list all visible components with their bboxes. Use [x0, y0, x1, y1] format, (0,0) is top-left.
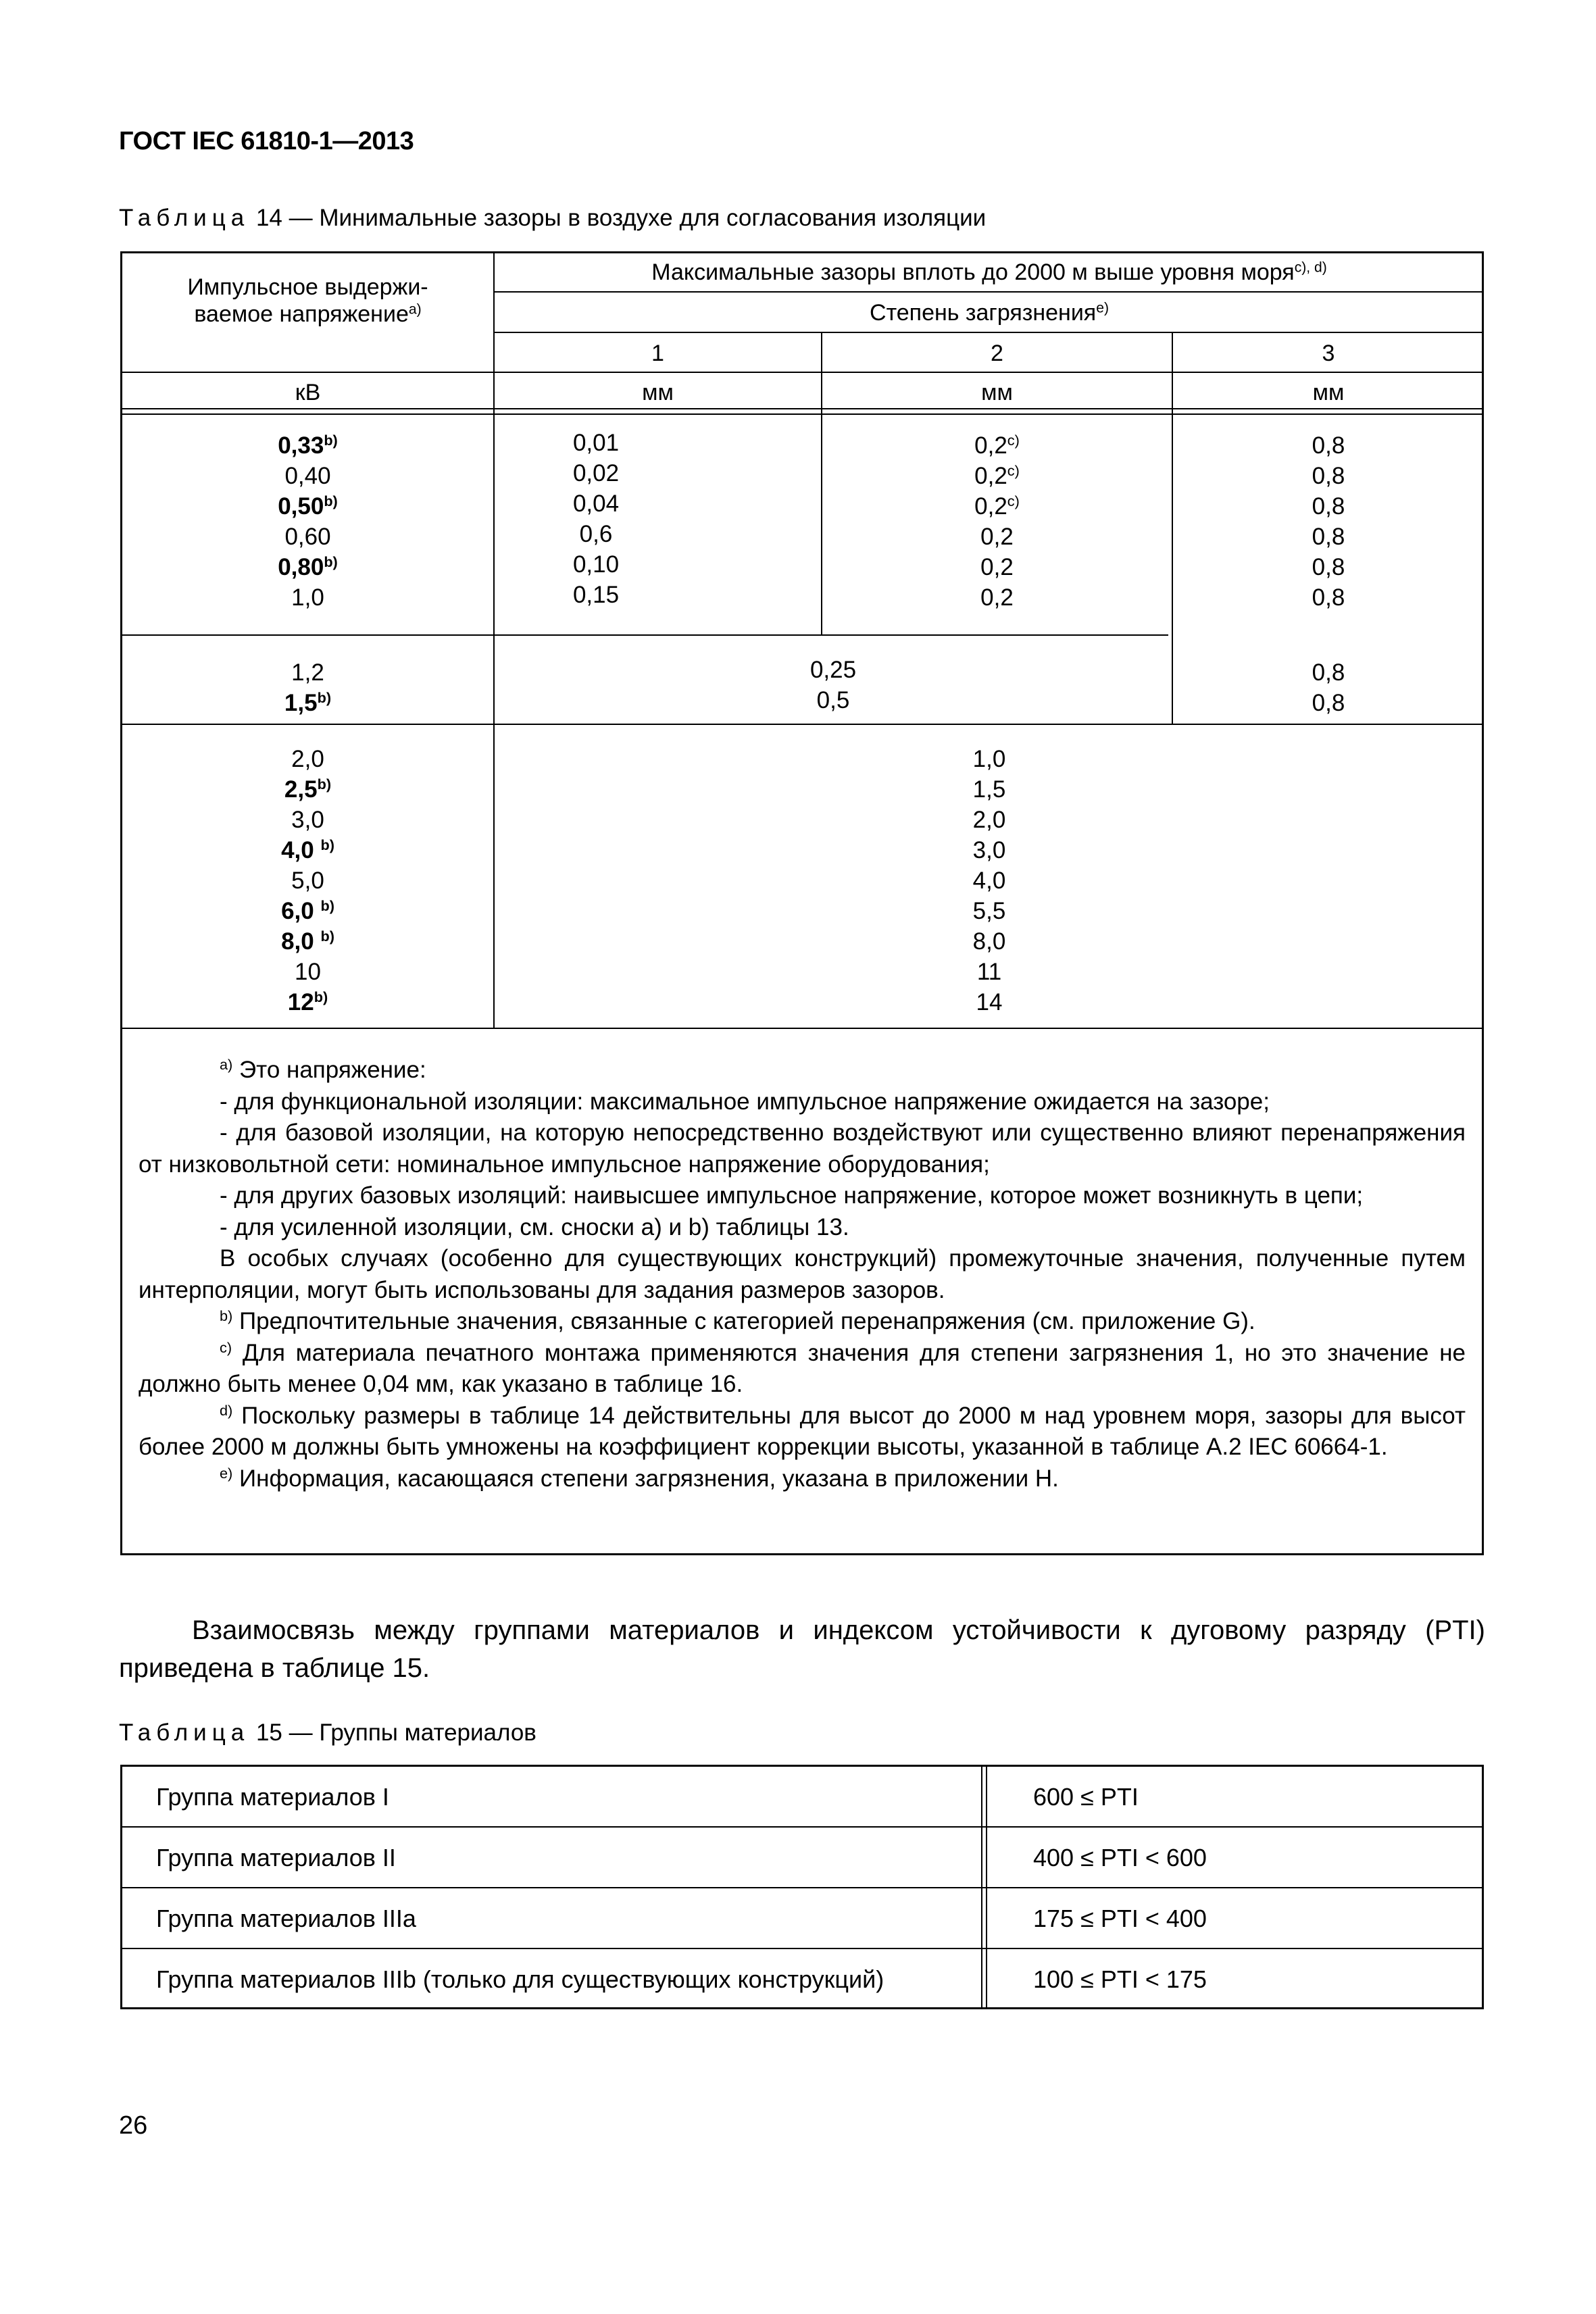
page-number: 26 [119, 2111, 148, 2140]
clearance-value: 5,5 [972, 898, 1006, 924]
clearance-value: 0,8 [1312, 493, 1345, 520]
pti-range: 175 ≤ PTI < 400 [1033, 1905, 1207, 1932]
clearance-value: 0,8 [1312, 690, 1345, 716]
voltage-value: 1,5$^{b)}$ [284, 689, 332, 716]
table14-caption: Таблица 14 — Минимальные зазоры в воздухе для согласования изоляции [119, 205, 987, 231]
footnote-a-item: - для базовой изоляции, на которую непосредственно воздействуют или существенно влияют перенапряжения от низковольтной сети: номинальное импульсное напряжение оборудования; [139, 1120, 1466, 1178]
voltage-value: 0,60 [284, 524, 331, 550]
footnote-d: $^{d)}$ Поскольку размеры в таблице 14 действительны для высот до 2000 м над уровнем моря, зазоры для высот более 2000 м должны быть умножены на коэффициент коррекции высоты, указанной в таблице А.2 IEC 60664-1. [139, 1401, 1466, 1460]
clearance-value: 0,2$^{c)}$ [974, 432, 1020, 459]
degree2-column-group1 [822, 430, 1172, 613]
degree1-column-group1 [495, 428, 697, 610]
grid-line [122, 1028, 1484, 1029]
footnote-a: $^{a)}$ Это напряжение: [220, 1056, 426, 1083]
clearance-value: 0,2$^{c)}$ [974, 493, 1020, 520]
header-degree-1: 1 [651, 341, 664, 366]
grid-line [495, 332, 1484, 333]
voltage-value: 10 [295, 959, 321, 985]
clearance-value: 0,8 [1312, 659, 1345, 686]
document-code: ГОСТ IEC 61810-1—2013 [119, 127, 414, 155]
degree12-column-group2 [495, 655, 1172, 715]
unit-mm: мм [1312, 380, 1345, 405]
clearance-value: 0,5 [816, 687, 850, 713]
grid-line [122, 724, 1484, 725]
footnote-a-item: - для других базовых изоляций: наивысшее импульсное напряжение, которое может возникнуть в цепи; [220, 1182, 1364, 1209]
footnote-c: $^{c)}$ Для материала печатного монтажа применяются значения для степени загрязнения 1, но это значение не должно быть менее 0,04 мм, как указано в таблице 16. [139, 1338, 1466, 1397]
pti-range: 400 ≤ PTI < 600 [1033, 1844, 1207, 1871]
table14-footnotes [139, 1055, 1466, 1494]
clearance-table [120, 251, 1484, 1555]
header-degree-2: 2 [991, 341, 1003, 366]
clearance-value: 0,8 [1312, 524, 1345, 550]
clearance-value: 0,15 [572, 582, 620, 608]
clearance-value: 0,01 [572, 430, 620, 456]
clearance-value: 0,8 [1312, 463, 1345, 489]
footnote-a-item: В особых случаях (особенно для существующих конструкций) промежуточные значения, полученные путем интерполяции, могут быть использованы для задания размеров зазоров. [139, 1245, 1466, 1303]
voltage-column-group3 [122, 744, 493, 1017]
clearance-value: 0,2 [980, 584, 1014, 611]
material-group: Группа материалов IIIa [156, 1905, 416, 1932]
voltage-value: 8,0 $^{b)}$ [281, 928, 334, 955]
degree3-column-group2 [1173, 657, 1484, 718]
clearance-value: 0,2$^{c)}$ [974, 462, 1020, 489]
voltage-value: 2,0 [291, 746, 324, 772]
grid-line [122, 634, 1168, 636]
clearance-value: 0,8 [1312, 432, 1345, 459]
clearance-value: 0,2 [980, 554, 1014, 580]
footnote-e: $^{e)}$ Информация, касающаяся степени загрязнения, указана в приложении Н. [220, 1464, 1059, 1492]
voltage-value: 4,0 $^{b)}$ [281, 836, 334, 863]
voltage-value: 0,40 [284, 463, 331, 489]
header-pollution-degree: Степень загрязнения$^{e)}$ [870, 300, 1109, 326]
voltage-value: 1,2 [291, 659, 324, 686]
table-row [122, 1828, 1482, 1888]
material-group: Группа материалов IIIb (только для существующих конструкций) [156, 1965, 884, 1993]
clearance-value: 0,2 [980, 524, 1014, 550]
voltage-value: 0,80$^{b)}$ [278, 553, 338, 580]
material-groups-table [120, 1765, 1484, 2009]
pti-range: 600 ≤ PTI [1033, 1783, 1139, 1811]
grid-line [122, 413, 1484, 415]
clearance-value: 0,25 [809, 657, 857, 683]
material-group: Группа материалов I [156, 1783, 389, 1811]
voltage-value: 0,33$^{b)}$ [278, 432, 338, 459]
material-group: Группа материалов II [156, 1844, 396, 1871]
voltage-value: 6,0 $^{b)}$ [281, 897, 334, 924]
voltage-value: 5,0 [291, 867, 324, 894]
voltage-column-group2 [122, 657, 493, 718]
unit-kv: кВ [295, 380, 321, 405]
header-voltage: Импульсное выдержи- ваемое напряжение$^{a)}$ [187, 274, 428, 328]
clearance-value: 0,04 [572, 491, 620, 517]
table-row [122, 1767, 1482, 1828]
grid-line [122, 372, 1484, 373]
grid-line [495, 291, 1484, 293]
degree3-column-group1 [1173, 430, 1484, 613]
clearance-value: 0,6 [579, 521, 613, 547]
voltage-value: 3,0 [291, 807, 324, 833]
unit-mm: мм [642, 380, 674, 405]
voltage-value: 2,5$^{b)}$ [284, 776, 332, 803]
header-max-clearance: Максимальные зазоры вплоть до 2000 м выше уровня моря$^{c), d)}$ [651, 259, 1327, 285]
clearance-value: 0,10 [572, 551, 620, 578]
clearance-value: 14 [976, 989, 1003, 1015]
clearance-value: 8,0 [972, 928, 1006, 955]
table-row [122, 1949, 1482, 2010]
table-row [122, 1888, 1482, 1949]
degree123-column-group3 [495, 744, 1484, 1017]
pti-range: 100 ≤ PTI < 175 [1033, 1965, 1207, 1993]
table15-caption: Таблица 15 — Группы материалов [119, 1719, 537, 1746]
clearance-value: 0,02 [572, 460, 620, 486]
header-degree-3: 3 [1322, 341, 1335, 366]
clearance-value: 1,0 [972, 746, 1006, 772]
unit-mm: мм [981, 380, 1013, 405]
clearance-value: 4,0 [972, 867, 1006, 894]
clearance-value: 3,0 [972, 837, 1006, 863]
voltage-value: 12$^{b)}$ [287, 988, 328, 1015]
voltage-column-group1 [122, 430, 493, 613]
clearance-value: 1,5 [972, 776, 1006, 803]
footnote-a-item: - для функциональной изоляции: максимальное импульсное напряжение ожидается на зазоре; [220, 1088, 1270, 1115]
footnote-a-item: - для усиленной изоляции, см. сноски а) и b) таблицы 13. [220, 1213, 849, 1240]
clearance-value: 0,8 [1312, 554, 1345, 580]
body-paragraph: Взаимосвязь между группами материалов и индексом устойчивости к дуговому разряду (PTI) приведена в таблице 15. [119, 1615, 1485, 1683]
grid-line [122, 408, 1484, 409]
clearance-value: 0,8 [1312, 584, 1345, 611]
clearance-value: 2,0 [972, 807, 1006, 833]
footnote-b: $^{b)}$ Предпочтительные значения, связанные с категорией перенапряжения (см. приложение G). [220, 1307, 1255, 1334]
voltage-value: 0,50$^{b)}$ [278, 493, 338, 520]
clearance-value: 11 [976, 959, 1002, 985]
voltage-value: 1,0 [291, 584, 324, 611]
